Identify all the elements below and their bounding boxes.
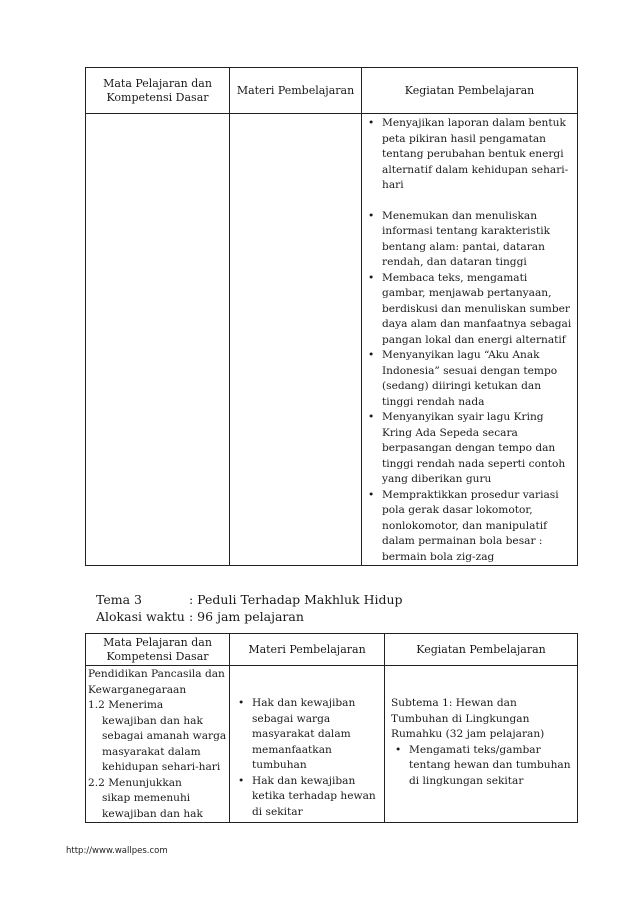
learning-table-1 bbox=[85, 67, 578, 566]
mapel-title: Pendidikan Pancasila dan Kewarganegaraan bbox=[88, 668, 225, 696]
bullet-icon: • bbox=[368, 271, 375, 284]
learning-table-2 bbox=[85, 633, 578, 823]
list-item: • Menyanyikan syair lagu Kring Kring Ada Sepeda secara berpasangan dengan tempo dan tinggi rendah nada seperti contoh yang diberikan guru bbox=[368, 411, 566, 485]
bullet-icon: • bbox=[238, 774, 245, 787]
kd-number: 1.2 Menerima bbox=[88, 699, 164, 711]
list-item: • Menyajikan laporan dalam bentuk peta pikiran hasil pengamatan tentang perubahan bentuk energi alternatif dalam kehidupan sehari-hari bbox=[368, 117, 569, 191]
bullet-icon: • bbox=[368, 411, 375, 423]
list-item: • Mempraktikkan prosedur variasi pola gerak dasar lokomotor, nonlokomotor, dan manipulatif dalam permainan bola besar : bermain bola zig-zag bbox=[368, 488, 559, 563]
bullet-icon: • bbox=[238, 697, 245, 709]
kegiatan-cell bbox=[385, 666, 578, 823]
bullet-icon: • bbox=[368, 488, 375, 501]
kegiatan-cell bbox=[362, 114, 578, 566]
kd-text: kewajiban dan hak sebagai amanah warga masyarakat dalam kehidupan sehari-hari bbox=[102, 714, 227, 773]
subtema-title: Subtema 1: Hewan dan Tumbuhan di Lingkungan Rumahku (32 jam pelajaran) bbox=[391, 697, 545, 740]
header-mapel: Mata Pelajaran dan Kompetensi Dasar bbox=[86, 68, 230, 114]
bullet-icon: • bbox=[368, 117, 375, 129]
tema-value: : Peduli Terhadap Makhluk Hidup bbox=[189, 592, 403, 607]
list-item: • Hak dan kewajiban sebagai warga masyarakat dalam memanfaatkan tumbuhan bbox=[238, 697, 356, 771]
materi-cell bbox=[230, 114, 362, 566]
tema-label: Tema 3 bbox=[96, 592, 142, 607]
list-item: • Membaca teks, mengamati gambar, menjawab pertanyaan, berdiskusi dan menuliskan sumber daya alam dan manfaatnya sebagai pangan lokal dan energi alternatif bbox=[368, 271, 572, 346]
alokasi-label: Alokasi waktu bbox=[96, 609, 185, 624]
header-mapel: Mata Pelajaran dan Kompetensi Dasar bbox=[86, 634, 230, 666]
bullet-icon: • bbox=[368, 349, 375, 361]
kd-number: 2.2 Menunjukkan bbox=[88, 776, 182, 789]
list-item: • Menyanyikan lagu “Aku Anak Indonesia” sesuai dengan tempo (sedang) diiringi ketukan dan tinggi rendah nada bbox=[368, 349, 558, 408]
header-materi: Materi Pembelajaran bbox=[230, 68, 362, 114]
bullet-icon: • bbox=[368, 209, 375, 222]
bullet-icon: • bbox=[395, 743, 402, 756]
materi-cell bbox=[230, 666, 385, 823]
footer-url: http://www.wallpes.com bbox=[66, 846, 168, 856]
header-kegiatan: Kegiatan Pembelajaran bbox=[362, 68, 578, 114]
mapel-cell bbox=[86, 666, 230, 823]
mapel-cell bbox=[86, 114, 230, 566]
list-item: • Hak dan kewajiban ketika terhadap hewan di sekitar bbox=[238, 774, 376, 818]
kd-text: sikap memenuhi kewajiban dan hak bbox=[102, 792, 203, 820]
alokasi-value: : 96 jam pelajaran bbox=[189, 609, 304, 624]
tema-info bbox=[96, 591, 403, 625]
list-item: • Mengamati teks/gambar tentang hewan dan tumbuhan di lingkungan sekitar bbox=[395, 743, 571, 787]
header-materi: Materi Pembelajaran bbox=[230, 634, 385, 666]
header-kegiatan: Kegiatan Pembelajaran bbox=[385, 634, 578, 666]
list-item: • Menemukan dan menuliskan informasi tentang karakteristik bentang alam: pantai, dataran rendah, dan dataran tinggi bbox=[368, 209, 551, 268]
